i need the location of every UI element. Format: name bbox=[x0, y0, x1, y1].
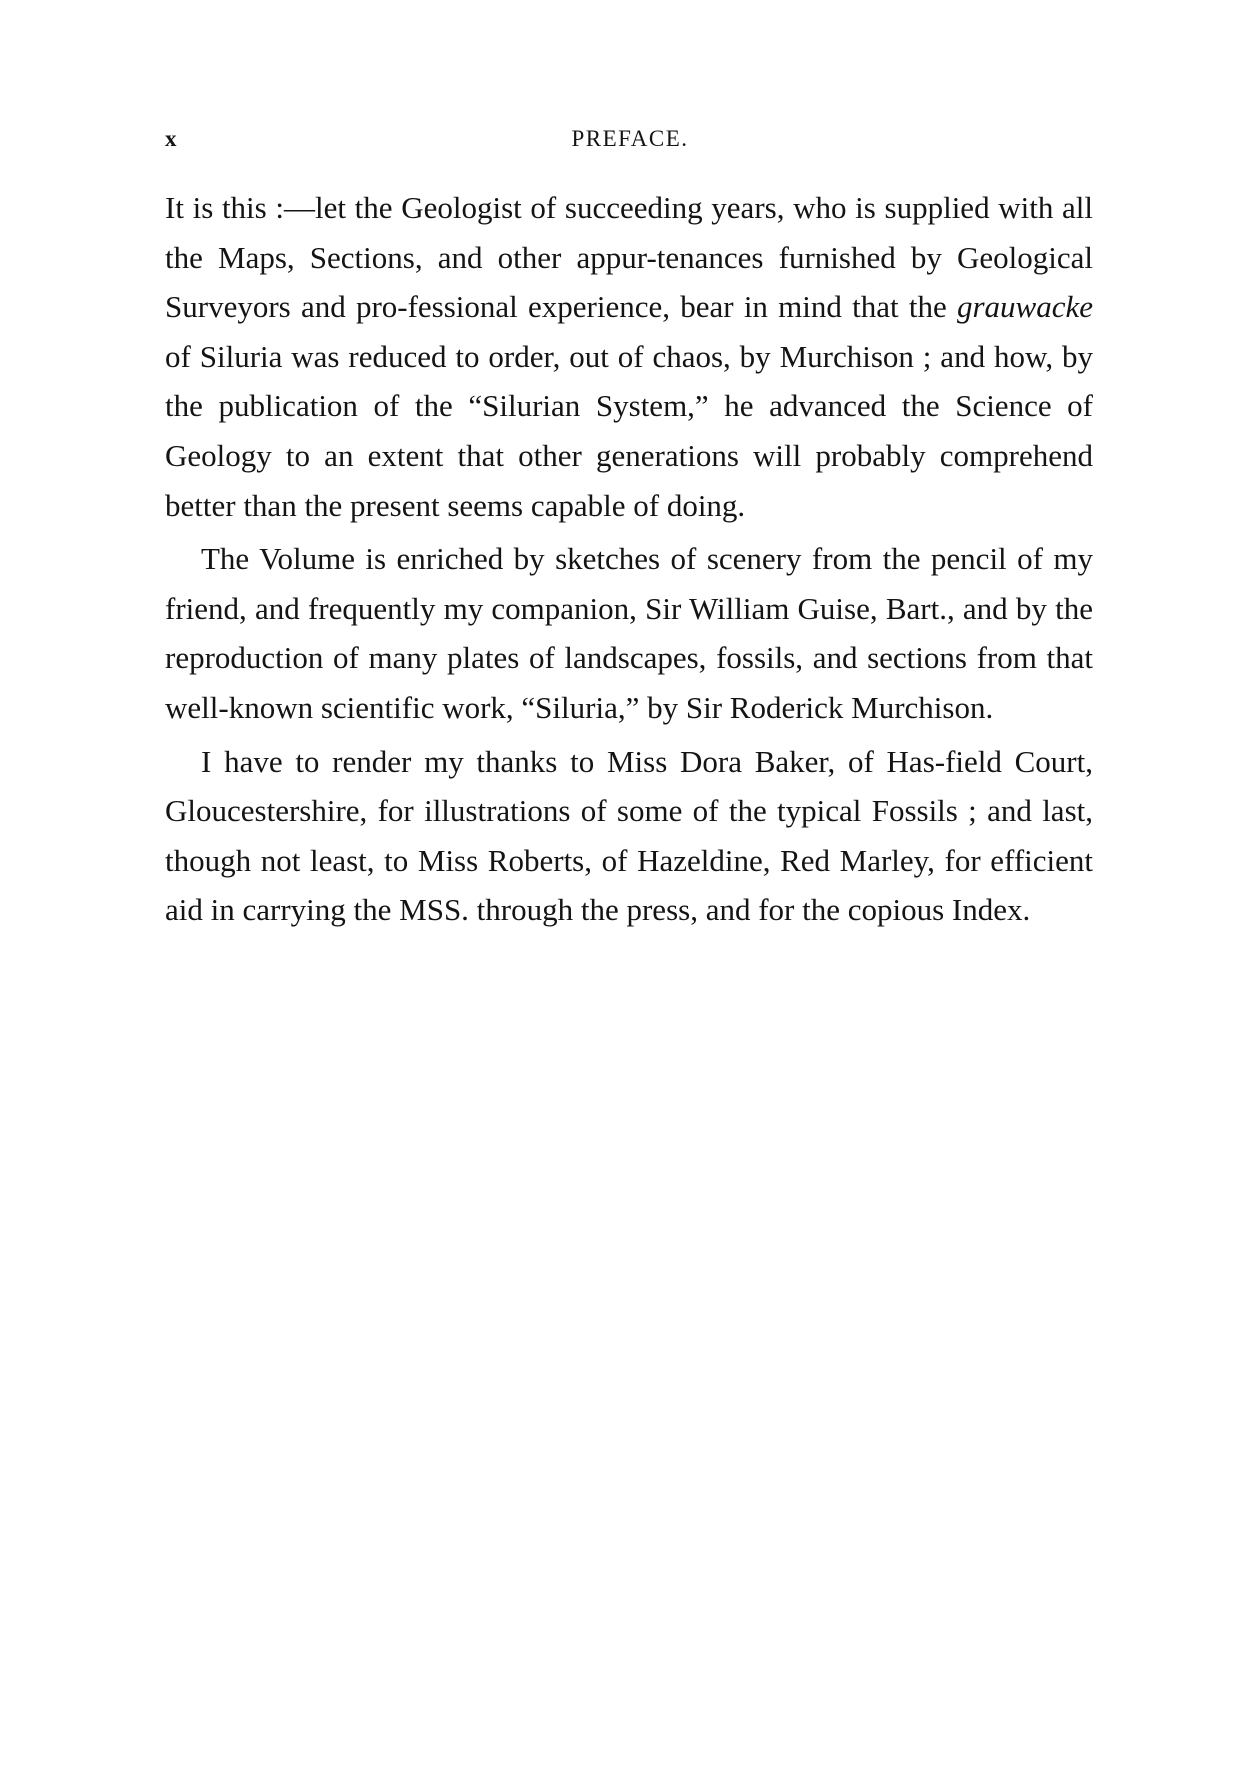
page-number: x bbox=[165, 126, 178, 151]
paragraph-2: The Volume is enriched by sketches of scenery from the pencil of my friend, and frequently my companion, Sir William Guise, Bart., and by the reproduction of many plates of landscapes, fossils, and sections from that well-known scientific work, “Siluria,” by Sir Roderick Murchison. bbox=[165, 541, 1093, 725]
paragraph-1-italic-term: grauwacke bbox=[956, 289, 1093, 325]
preface-body bbox=[165, 183, 1093, 935]
running-head bbox=[165, 126, 1095, 162]
paragraph-1-text-start: It is this :—let the Geologist of succeeding years, who is supplied with all the Maps, Sections, and other appur-tenances furnished by Geological Surveyors and pro-fessional experience, bear in mind that the bbox=[165, 190, 1093, 325]
paragraph-1-text-end: of Siluria was reduced to order, out of chaos, by Murchison ; and how, by the publication of the “Silurian System,” he advanced the Science of Geology to an extent that other generations will probably comprehend better than the present seems capable of doing. bbox=[165, 338, 1093, 523]
page-title: PREFACE. bbox=[571, 126, 689, 151]
paragraph-1 bbox=[165, 183, 1093, 530]
paragraph-3: I have to render my thanks to Miss Dora Baker, of Has-field Court, Gloucestershire, for illustrations of some of the typical Fossils ; and last, though not least, to Miss Roberts, of Hazeldine, Red Marley, for efficient aid in carrying the MSS. through the press, and for the copious Index. bbox=[165, 743, 1093, 928]
